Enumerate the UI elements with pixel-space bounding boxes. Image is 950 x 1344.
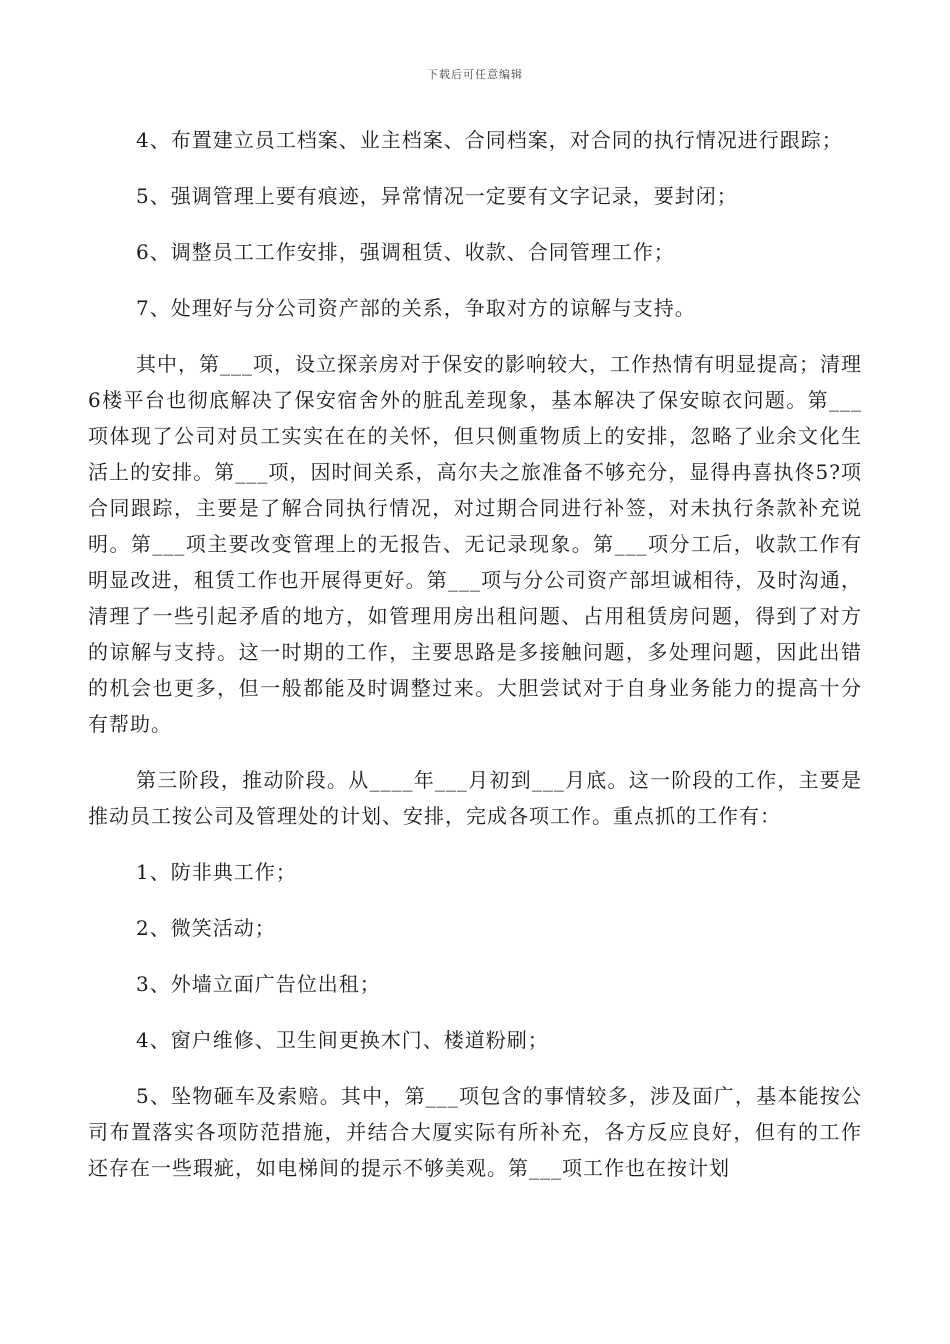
list-item: 2、微笑活动； <box>136 916 276 940</box>
paragraph-phase-three: 第三阶段，推动阶段。从____年___月初到___月底。这一阶段的工作，主要是推动员工按公司及管理处的计划、安排，完成各项工作。重点抓的工作有： <box>88 768 862 828</box>
list-item: 3、外墙立面广告位出租； <box>136 972 381 996</box>
list-item: 6、调整员工工作安排，强调租赁、收款、合同管理工作； <box>136 240 675 264</box>
document-body <box>88 122 862 1206</box>
page-header: 下载后可任意编辑 <box>427 68 523 81</box>
list-item: 5、强调管理上要有痕迹，异常情况一定要有文字记录，要封闭； <box>136 184 738 208</box>
paragraph-phase-two-summary: 其中，第___项，设立探亲房对于保安的影响较大，工作热情有明显提高；清理6楼平台也彻底解决了保安宿舍外的脏乱差现象，基本解决了保安晾衣问题。第___项体现了公司对员工实实在在的关怀，但只侧重物质上的安排，忽略了业余文化生活上的安排。第___项，因时间关系，高尔夫之旅准备不够充分，显得冉喜执佟5?项合同跟踪，主要是了解合同执行情况，对过期合同进行补签，对未执行条款补充说明。第___项主要改变管理上的无报告、无记录现象。第___项分工后，收款工作有明显改进，租赁工作也开展得更好。第___项与分公司资产部坦诚相待，及时沟通，清理了一些引起矛盾的地方，如管理用房出租问题、占用租赁房问题，得到了对方的谅解与支持。这一时期的工作，主要思路是多接触问题，多处理问题，因此出错的机会也更多，但一般都能及时调整过来。大胆尝试对于自身业务能力的提高十分有帮助。 <box>88 352 862 736</box>
list-item: 7、处理好与分公司资产部的关系，争取对方的谅解与支持。 <box>136 296 696 320</box>
list-item: 4、布置建立员工档案、业主档案、合同档案，对合同的执行情况进行跟踪； <box>136 128 843 152</box>
list-item: 4、窗户维修、卫生间更换木门、楼道粉刷； <box>136 1028 549 1052</box>
paragraph-item-five: 5、坠物砸车及索赔。其中，第___项包含的事情较多，涉及面广，基本能按公司布置落实各项防范措施，并结合大厦实际有所补充，各方反应良好，但有的工作还存在一些瑕疵，如电梯间的提示不够美观。第___项工作也在按计划 <box>88 1084 862 1180</box>
list-item: 1、防非典工作； <box>136 860 297 884</box>
